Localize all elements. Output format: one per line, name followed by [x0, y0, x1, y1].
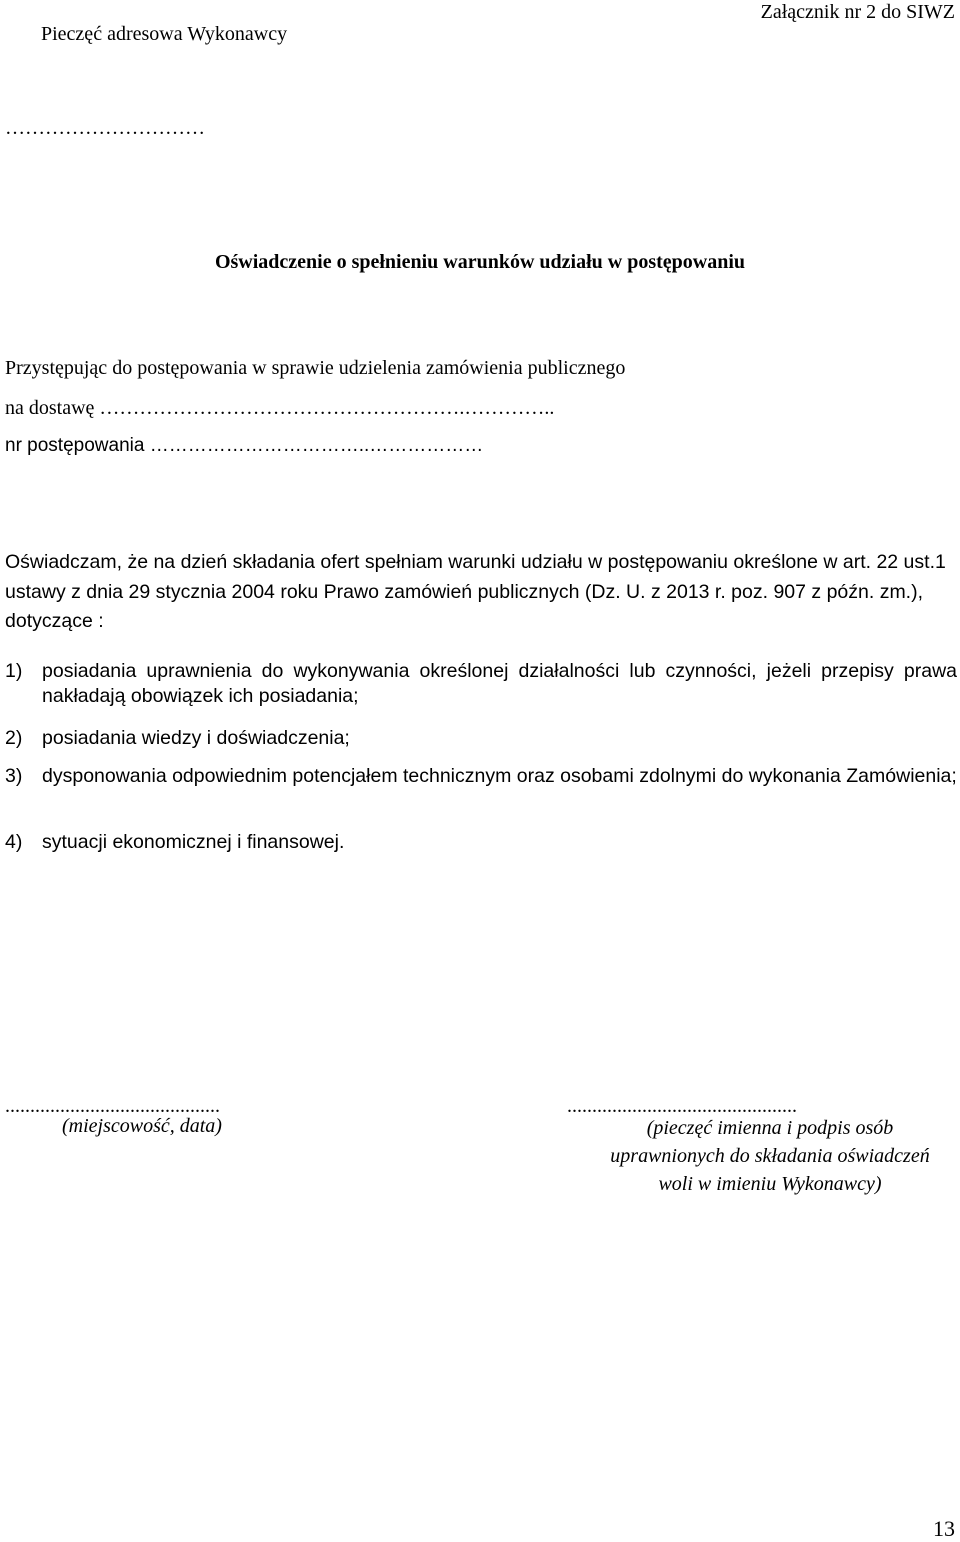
- delivery-line: na dostawę ……………………………………………….…………..: [5, 397, 555, 419]
- list-item-number: 4): [5, 831, 23, 853]
- list-item: [5, 726, 957, 751]
- list-item-number: 3): [5, 765, 23, 787]
- document-title: Oświadczenie o spełnieniu warunków udziału w postępowaniu: [214, 251, 746, 273]
- list-item: [5, 764, 957, 789]
- place-date-caption: (miejscowość, data): [62, 1115, 222, 1137]
- annex-label: Załącznik nr 2 do SIWZ: [760, 1, 955, 23]
- list-item-text: dysponowania odpowiednim potencjałem technicznym oraz osobami zdolnymi do wykonania Zamówienia;: [42, 765, 957, 787]
- list-item-text: posiadania uprawnienia do wykonywania określonej działalności lub czynności, jeżeli przepisy prawa nakładają obowiązek ich posiadania;: [42, 660, 957, 707]
- stamp-dots-line: …………………………: [5, 117, 205, 139]
- signature-dots: ..............................................: [567, 1095, 797, 1117]
- list-item-number: 2): [5, 727, 23, 749]
- declaration-paragraph: Oświadczam, że na dzień składania ofert spełniam warunki udziału w postępowaniu określone w art. 22 ust.1 ustawy z dnia 29 stycznia 2004 roku Prawo zamówień publicznych (Dz. U. z 2013 r. poz. 907 z późn. zm.), dotyczące :: [5, 551, 946, 632]
- place-date-dots: ...........................................: [5, 1095, 220, 1117]
- signature-caption-line: woli w imieniu Wykonawcy): [658, 1173, 882, 1195]
- list-item-number: 1): [5, 660, 23, 682]
- intro-line: Przystępując do postępowania w sprawie udzielenia zamówienia publicznego: [5, 357, 626, 379]
- list-item: [5, 830, 957, 855]
- list-item-text: posiadania wiedzy i doświadczenia;: [42, 727, 350, 749]
- procedure-number-line: nr postępowania ……………………………..………………: [5, 435, 484, 456]
- signature-caption-line: uprawnionych do składania oświadczeń: [610, 1145, 930, 1167]
- signature-caption: [560, 1114, 960, 1198]
- list-item: [5, 659, 957, 709]
- signature-caption-line: (pieczęć imienna i podpis osób: [646, 1117, 894, 1139]
- stamp-label: Pieczęć adresowa Wykonawcy: [41, 23, 288, 45]
- list-item-text: sytuacji ekonomicznej i finansowej.: [42, 831, 345, 853]
- page-number: 13: [933, 1516, 955, 1541]
